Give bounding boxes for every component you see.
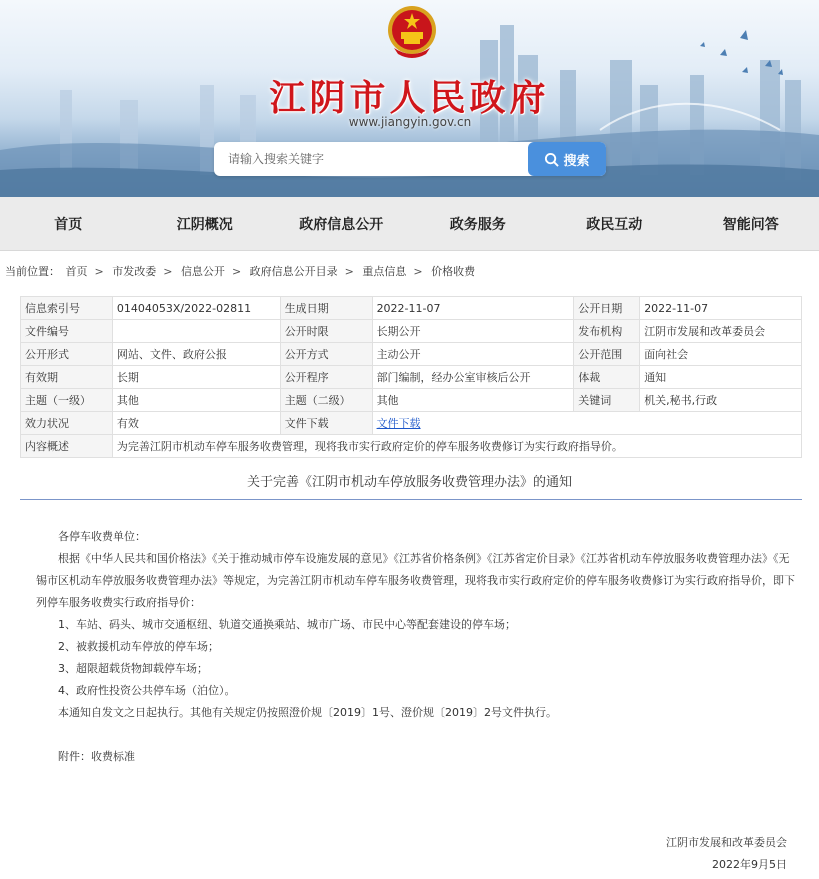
table-row [21, 389, 802, 412]
meta-key: 信息索引号 [21, 297, 113, 320]
metadata-table [20, 296, 802, 458]
meta-key: 文件下载 [280, 412, 372, 435]
nav-overview[interactable]: 江阴概况 [176, 216, 233, 233]
document-title: 关于完善《江阴市机动车停放服务收费管理办法》的通知 [246, 475, 572, 490]
meta-key: 公开范围 [574, 343, 640, 366]
meta-key: 文件编号 [21, 320, 113, 343]
document-body [36, 526, 796, 768]
breadcrumb-separator: > [163, 265, 173, 278]
paragraph: 本通知自发文之日起执行。其他有关规定仍按照澄价规〔2019〕1号、澄价规〔2019〕2号文件执行。 [58, 706, 557, 719]
signing-organization: 江阴市发展和改革委员会 [666, 836, 787, 849]
file-download-link[interactable]: 文件下载 [376, 417, 421, 430]
meta-value: 有效 [112, 412, 280, 435]
paragraph: 根据《中华人民共和国价格法》《关于推动城市停车设施发展的意见》《江苏省价格条例》《江苏省定价目录》《江苏省机动车停放服务收费管理办法》《无锡市区机动车停放服务收费管理办法》等规定，为完善江阴市机动车停车服务收费管理，现将我市实行政府定价的停车服务收费修订为实行政府指导价，即下列停车服务收费实行政府指导价： [36, 552, 795, 609]
nav-interaction[interactable]: 政民互动 [586, 216, 643, 233]
breadcrumb-separator: > [413, 265, 423, 278]
table-row [21, 343, 802, 366]
table-row [21, 366, 802, 389]
meta-key: 公开日期 [574, 297, 640, 320]
meta-key: 有效期 [21, 366, 113, 389]
meta-key: 公开程序 [280, 366, 372, 389]
meta-value: 长期公开 [372, 320, 574, 343]
meta-value: 其他 [112, 389, 280, 412]
spacer [36, 724, 796, 746]
list-item: 1、车站、码头、城市交通枢纽、轨道交通换乘站、城市广场、市民中心等配套建设的停车场； [58, 618, 516, 631]
meta-key: 发布机构 [574, 320, 640, 343]
nav-services[interactable]: 政务服务 [449, 216, 506, 233]
meta-key: 生成日期 [280, 297, 372, 320]
breadcrumb-label: 当前位置： [5, 265, 60, 278]
attachment: 附件：收费标准 [58, 750, 135, 763]
table-row [21, 412, 802, 435]
breadcrumb-item[interactable]: 重点信息 [362, 265, 407, 278]
table-row [21, 320, 802, 343]
meta-key: 关键词 [574, 389, 640, 412]
national-emblem-icon [386, 4, 438, 60]
meta-value: 长期 [112, 366, 280, 389]
meta-summary: 为完善江阴市机动车停车服务收费管理，现将我市实行政府定价的停车服务收费修订为实行政府指导价。 [112, 435, 801, 458]
meta-key: 公开时限 [280, 320, 372, 343]
breadcrumb-item[interactable]: 首页 [65, 265, 88, 278]
meta-value: 主动公开 [372, 343, 574, 366]
header-banner [0, 0, 819, 197]
meta-value [112, 320, 280, 343]
nav-qa[interactable]: 智能问答 [722, 216, 779, 233]
meta-value: 其他 [372, 389, 574, 412]
meta-value: 01404053X/2022-02811 [112, 297, 280, 320]
meta-value: 部门编制，经办公室审核后公开 [372, 366, 574, 389]
search-icon [544, 152, 559, 167]
salutation: 各停车收费单位： [58, 530, 146, 543]
signing-date: 2022年9月5日 [712, 858, 787, 871]
list-item: 3、超限超载货物卸载停车场； [58, 662, 208, 675]
breadcrumb-item[interactable]: 市发改委 [112, 265, 157, 278]
table-row [21, 297, 802, 320]
meta-key: 公开形式 [21, 343, 113, 366]
breadcrumb-separator: > [344, 265, 354, 278]
meta-value: 2022-11-07 [640, 297, 802, 320]
site-url: www.jiangyin.gov.cn [348, 115, 472, 129]
breadcrumb-separator: > [231, 265, 242, 278]
search-box [214, 142, 606, 176]
search-button[interactable] [528, 142, 606, 176]
meta-value: 网站、文件、政府公报 [112, 343, 280, 366]
meta-value: 江阴市发展和改革委员会 [640, 320, 802, 343]
meta-value: 2022-11-07 [372, 297, 574, 320]
breadcrumb-item[interactable]: 信息公开 [180, 265, 225, 278]
meta-key: 内容概述 [21, 435, 113, 458]
list-item: 2、被救援机动车停放的停车场； [58, 640, 219, 653]
meta-key: 主题（一级） [21, 389, 113, 412]
breadcrumb-separator: > [94, 265, 104, 278]
meta-key: 公开方式 [280, 343, 372, 366]
site-title: 江阴市人民政府 [269, 77, 550, 119]
meta-value: 通知 [640, 366, 802, 389]
meta-key: 体裁 [574, 366, 640, 389]
main-nav [0, 197, 819, 251]
nav-info-disclosure[interactable]: 政府信息公开 [299, 216, 384, 233]
breadcrumb [5, 263, 477, 279]
meta-value: 机关,秘书,行政 [640, 389, 802, 412]
meta-key: 效力状况 [21, 412, 113, 435]
meta-value: 面向社会 [640, 343, 802, 366]
breadcrumb-item[interactable]: 政府信息公开目录 [249, 265, 338, 278]
breadcrumb-item[interactable]: 价格收费 [431, 265, 476, 278]
nav-home[interactable]: 首页 [54, 216, 83, 233]
meta-key: 主题（二级） [280, 389, 372, 412]
list-item: 4、政府性投资公共停车场（泊位）。 [58, 684, 236, 697]
search-button-label: 搜索 [563, 153, 590, 169]
divider [20, 499, 802, 500]
table-row [21, 435, 802, 458]
meta-value [372, 412, 801, 435]
search-input[interactable] [214, 142, 524, 176]
